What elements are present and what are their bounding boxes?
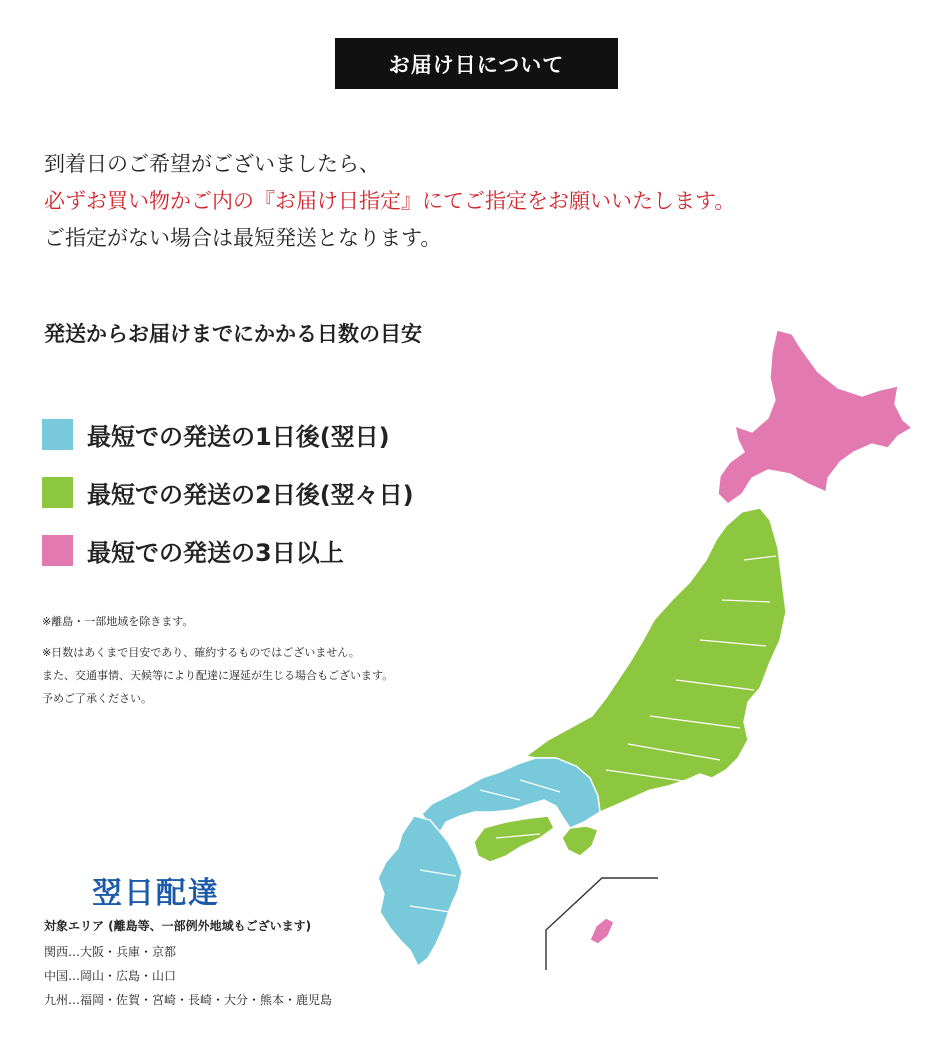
note-apology: 予めご了承ください。 — [42, 692, 152, 705]
next-day-region-kyushu: 九州…福岡・佐賀・宮崎・長崎・大分・熊本・鹿児島 — [44, 993, 333, 1007]
intro-line-2-warning: 必ずお買い物かご内の『お届け日指定』にてご指定をお願いいたします。 — [44, 189, 736, 213]
map-region-shikoku — [474, 816, 554, 862]
next-day-region-chugoku: 中国…岡山・広島・山口 — [44, 969, 177, 983]
intro-text — [44, 146, 735, 257]
intro-line-3: ご指定がない場合は最短発送となります。 — [44, 226, 442, 250]
map-region-kii — [562, 826, 598, 856]
next-day-region-kansai: 関西…大阪・兵庫・京都 — [44, 945, 177, 959]
page-title-badge — [335, 38, 618, 89]
japan-delivery-map — [340, 320, 940, 1020]
map-region-okinawa — [590, 918, 614, 944]
page-title: お届け日について — [388, 52, 565, 77]
map-region-kyushu — [378, 816, 462, 966]
note-delay: また、交通事情、天候等により配達に遅延が生じる場合もございます。 — [42, 669, 394, 682]
note-estimate: ※日数はあくまで目安であり、確約するものではございません。 — [42, 646, 360, 659]
next-day-subtitle: 対象エリア (離島等、一部例外地域もございます) — [44, 919, 312, 933]
legend-swatch-green — [42, 477, 73, 508]
intro-line-1: 到着日のご希望がございましたら、 — [44, 152, 380, 176]
legend-swatch-pink — [42, 535, 73, 566]
legend-label-1day: 最短での発送の1日後(翌日) — [87, 423, 390, 451]
next-day-region-list — [44, 940, 332, 1012]
note-remote-islands: ※離島・一部地域を除きます。 — [42, 615, 194, 628]
next-day-title: 翌日配達 — [92, 876, 220, 911]
map-region-hokkaido — [718, 330, 912, 504]
legend-label-3day: 最短での発送の3日以上 — [87, 539, 344, 567]
legend-swatch-blue — [42, 419, 73, 450]
section-title: 発送からお届けまでにかかる日数の目安 — [44, 322, 422, 346]
legend-label-2day: 最短での発送の2日後(翌々日) — [87, 481, 414, 509]
